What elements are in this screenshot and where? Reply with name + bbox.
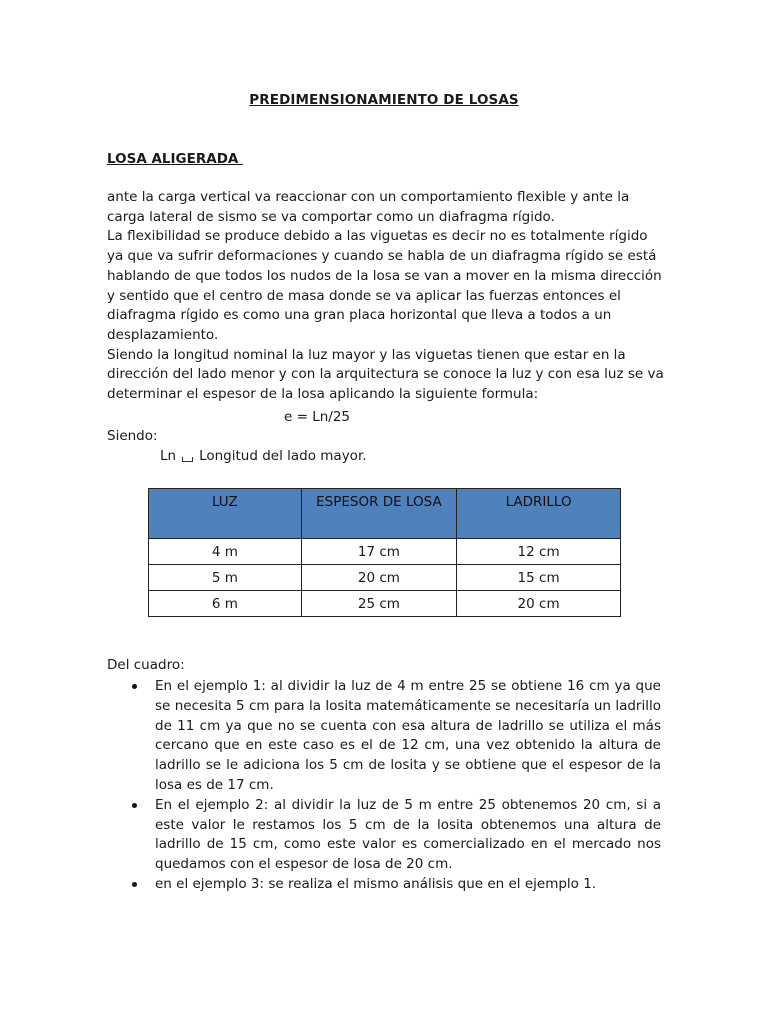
list-item-text: En el ejemplo 2: al dividir la luz de 5 m entre 25 obtenemos 20 cm, si a este valor le restamos los 5 cm de la losita obtenemos una altura de ladrillo de 15 cm, como este valor es comercializado en el mercado nos quedamos con el espesor de losa de 20 cm. bbox=[155, 796, 661, 873]
header-ladrillo: LADRILLO bbox=[457, 489, 621, 539]
table-cell: 6 m bbox=[149, 591, 302, 617]
table-cell: 20 cm bbox=[457, 591, 621, 617]
ln-definition-line bbox=[160, 448, 367, 464]
table-row bbox=[149, 591, 621, 617]
siendo-label: Siendo: bbox=[107, 428, 158, 444]
paragraph-1: ante la carga vertical va reaccionar con un comportamiento flexible y ante la carga lateral de sismo se va comportar como un diafragma rígido. bbox=[107, 189, 630, 225]
list-item-text: en el ejemplo 3: se realiza el mismo análisis que en el ejemplo 1. bbox=[155, 875, 597, 892]
list-item bbox=[155, 875, 661, 895]
header-espesor: ESPESOR DE LOSA bbox=[301, 489, 457, 539]
equals-symbol-icon bbox=[182, 457, 193, 462]
document-title: PREDIMENSIONAMIENTO DE LOSAS bbox=[249, 92, 519, 108]
del-cuadro-label: Del cuadro: bbox=[107, 657, 185, 673]
table-row bbox=[149, 539, 621, 565]
body-text bbox=[107, 188, 667, 405]
table-cell: 15 cm bbox=[457, 565, 621, 591]
bullet-icon bbox=[132, 684, 137, 689]
section-heading: LOSA ALIGERADA bbox=[107, 151, 244, 167]
table-cell: 20 cm bbox=[301, 565, 457, 591]
paragraph-2: La flexibilidad se produce debido a las viguetas es decir no es totalmente rígido ya que va sufrir deformaciones y cuando se habla de un diafragma rígido se está hablando de que todos los nudos de la losa se van a mover en la misma dirección y sentido que el centro de masa donde se va aplicar las fuerzas entonces el diafragma rígido es como una gran placa horizontal que lleva a todos a un desplazamiento. bbox=[107, 228, 662, 343]
ln-definition: Longitud del lado mayor. bbox=[199, 448, 367, 464]
table-header-row bbox=[149, 489, 621, 539]
list-item-text: En el ejemplo 1: al dividir la luz de 4 m entre 25 se obtiene 16 cm ya que se necesita 5 cm para la losita matemáticamente se necesitaría un ladrillo de 11 cm ya que no se cuenta con esa altura de ladrillo se utiliza el más cercano que en este caso es el de 12 cm, una vez obtenido la altura de ladrillo se le adiciona los 5 cm de losita y se obtiene que el espesor de la losa es de 17 cm. bbox=[155, 678, 661, 793]
bullet-icon bbox=[132, 882, 137, 887]
table-cell: 5 m bbox=[149, 565, 302, 591]
table-row bbox=[149, 565, 621, 591]
paragraph-3: Siendo la longitud nominal la luz mayor y las viguetas tienen que estar en la dirección del lado menor y con la arquitectura se conoce la luz y con esa luz se va determinar el espesor de la losa aplicando la siguiente formula: bbox=[107, 346, 664, 403]
list-item bbox=[155, 677, 661, 796]
header-luz: LUZ bbox=[149, 489, 302, 539]
bullet-icon bbox=[132, 803, 137, 808]
formula: e = Ln/25 bbox=[284, 409, 351, 425]
bullet-list bbox=[155, 677, 661, 895]
slab-table bbox=[148, 488, 621, 617]
table-cell: 25 cm bbox=[301, 591, 457, 617]
table-cell: 17 cm bbox=[301, 539, 457, 565]
ln-symbol: Ln bbox=[160, 448, 177, 464]
table-cell: 4 m bbox=[149, 539, 302, 565]
table-cell: 12 cm bbox=[457, 539, 621, 565]
list-item bbox=[155, 796, 661, 875]
